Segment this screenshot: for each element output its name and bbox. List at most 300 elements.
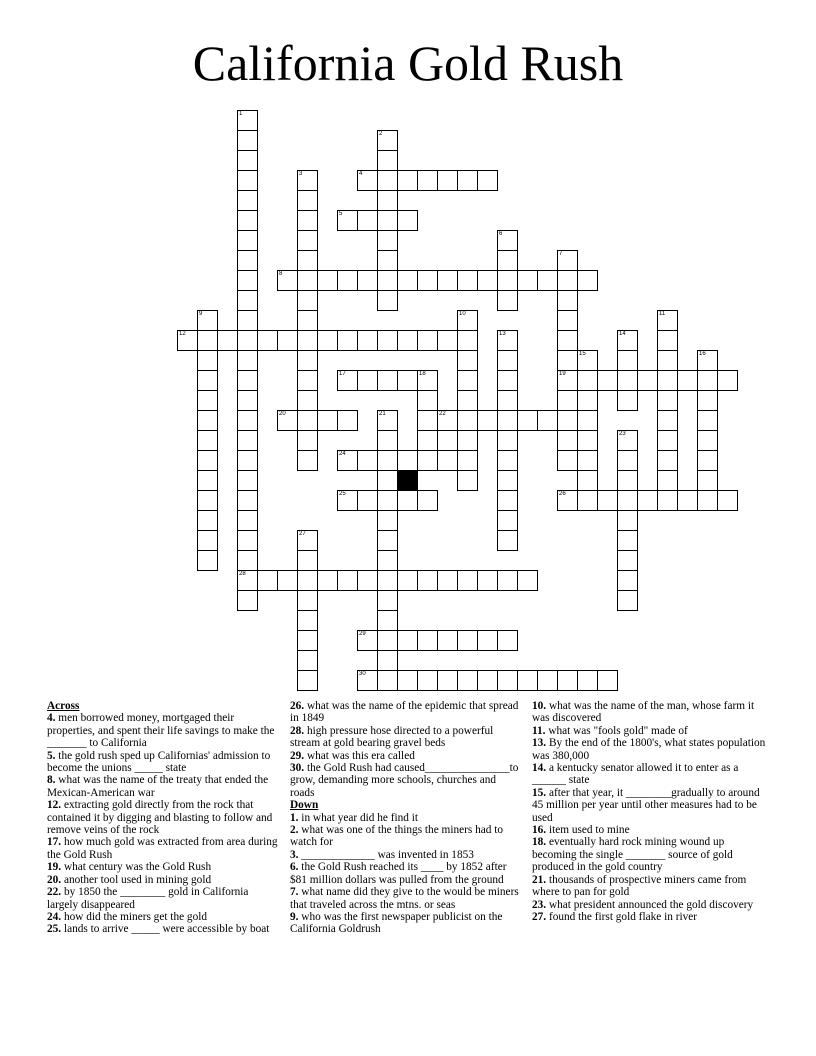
- clue: [290, 812, 522, 824]
- grid-cell[interactable]: [557, 290, 578, 311]
- grid-cell[interactable]: [617, 530, 638, 551]
- grid-cell[interactable]: [577, 490, 598, 511]
- clue-number: 3.: [290, 848, 299, 861]
- grid-cell[interactable]: [697, 470, 718, 491]
- grid-cell[interactable]: [457, 170, 478, 191]
- grid-cell[interactable]: [617, 550, 638, 571]
- grid-cell[interactable]: [377, 270, 398, 291]
- down-clues-part-2: [532, 700, 770, 923]
- grid-cell[interactable]: [237, 490, 258, 511]
- grid-cell[interactable]: [377, 490, 398, 511]
- grid-cell[interactable]: [457, 630, 478, 651]
- clue: [290, 725, 522, 750]
- grid-cell[interactable]: [197, 310, 218, 331]
- grid-cell[interactable]: [417, 570, 438, 591]
- grid-cell[interactable]: [237, 570, 258, 591]
- grid-cell[interactable]: [637, 490, 658, 511]
- clue: [290, 700, 522, 725]
- grid-cell[interactable]: [497, 350, 518, 371]
- grid-cell[interactable]: [657, 330, 678, 351]
- grid-cell[interactable]: [397, 630, 418, 651]
- grid-cell[interactable]: [557, 490, 578, 511]
- clue-number: 26.: [290, 700, 305, 712]
- clue-number: 28.: [290, 724, 305, 737]
- grid-cell[interactable]: [237, 330, 258, 351]
- grid-cell[interactable]: [497, 510, 518, 531]
- grid-cell[interactable]: [357, 450, 378, 471]
- grid-cell[interactable]: [277, 570, 298, 591]
- grid-cell[interactable]: [477, 670, 498, 691]
- grid-cell[interactable]: [377, 210, 398, 231]
- grid-cell[interactable]: [417, 370, 438, 391]
- clue-text: extracting gold directly from the rock that contained it by digging and blasting to follow and remove veins of the rock: [47, 799, 273, 837]
- grid-cell[interactable]: [417, 430, 438, 451]
- grid-cell[interactable]: [397, 270, 418, 291]
- grid-cell[interactable]: [377, 290, 398, 311]
- clue: [290, 750, 522, 762]
- grid-cell[interactable]: [377, 170, 398, 191]
- grid-cell[interactable]: [197, 330, 218, 351]
- grid-cell[interactable]: [297, 210, 318, 231]
- grid-cell[interactable]: [377, 410, 398, 431]
- clue: [532, 725, 770, 737]
- grid-cell[interactable]: [257, 330, 278, 351]
- grid-cell[interactable]: [397, 330, 418, 351]
- grid-cell[interactable]: [677, 370, 698, 391]
- grid-cell[interactable]: [497, 630, 518, 651]
- grid-cell[interactable]: [237, 310, 258, 331]
- grid-cell[interactable]: [237, 230, 258, 251]
- clue: [532, 737, 770, 762]
- clue-number: 15.: [532, 786, 547, 799]
- grid-cell[interactable]: [437, 170, 458, 191]
- grid-cell[interactable]: [397, 370, 418, 391]
- grid-cell[interactable]: [177, 330, 198, 351]
- grid-cell[interactable]: [497, 530, 518, 551]
- grid-cell[interactable]: [597, 370, 618, 391]
- grid-cell[interactable]: [697, 450, 718, 471]
- clue-number: 7.: [290, 886, 299, 899]
- grid-cell[interactable]: [437, 330, 458, 351]
- grid-cell[interactable]: [437, 630, 458, 651]
- grid-cell[interactable]: [297, 270, 318, 291]
- grid-cell[interactable]: [237, 210, 258, 231]
- grid-cell[interactable]: [497, 410, 518, 431]
- grid-cell[interactable]: [617, 490, 638, 511]
- grid-cell[interactable]: [217, 330, 238, 351]
- grid-cell[interactable]: [617, 390, 638, 411]
- grid-cell[interactable]: [477, 570, 498, 591]
- clue: [47, 861, 282, 873]
- grid-cell[interactable]: [237, 550, 258, 571]
- grid-cell[interactable]: [257, 570, 278, 591]
- grid-cell[interactable]: [237, 390, 258, 411]
- cell-number: 29: [359, 631, 366, 637]
- grid-cell[interactable]: [417, 490, 438, 511]
- grid-cell[interactable]: [337, 450, 358, 471]
- grid-cell[interactable]: [577, 450, 598, 471]
- grid-cell[interactable]: [377, 630, 398, 651]
- across-clues-part-2: [290, 700, 522, 799]
- grid-cell[interactable]: [697, 410, 718, 431]
- grid-cell[interactable]: [337, 210, 358, 231]
- grid-cell[interactable]: [337, 570, 358, 591]
- grid-cell[interactable]: [377, 650, 398, 671]
- grid-cell[interactable]: [657, 390, 678, 411]
- grid-cell[interactable]: [457, 270, 478, 291]
- grid-cell[interactable]: [377, 230, 398, 251]
- grid-cell[interactable]: [617, 570, 638, 591]
- grid-cell[interactable]: [457, 310, 478, 331]
- grid-cell[interactable]: [437, 410, 458, 431]
- grid-cell[interactable]: [457, 370, 478, 391]
- grid-cell[interactable]: [377, 370, 398, 391]
- grid-cell[interactable]: [417, 170, 438, 191]
- cell-number: 9: [199, 311, 203, 317]
- grid-cell[interactable]: [457, 670, 478, 691]
- grid-cell[interactable]: [477, 270, 498, 291]
- grid-cell[interactable]: [297, 170, 318, 191]
- grid-cell[interactable]: [377, 190, 398, 211]
- grid-cell[interactable]: [357, 670, 378, 691]
- clue-text: thousands of prospective miners came from where to pan for gold: [532, 873, 747, 899]
- grid-cell[interactable]: [417, 630, 438, 651]
- grid-cell[interactable]: [577, 270, 598, 291]
- grid-cell[interactable]: [657, 450, 678, 471]
- grid-cell[interactable]: [497, 370, 518, 391]
- grid-cell[interactable]: [237, 270, 258, 291]
- grid-cell[interactable]: [497, 450, 518, 471]
- grid-cell[interactable]: [537, 410, 558, 431]
- grid-cell[interactable]: [357, 210, 378, 231]
- clue: [290, 762, 522, 799]
- clue-text: what century was the Gold Rush: [61, 861, 212, 874]
- grid-cell[interactable]: [297, 550, 318, 571]
- grid-cell[interactable]: [397, 490, 418, 511]
- grid-cell[interactable]: [237, 590, 258, 611]
- grid-cell[interactable]: [197, 370, 218, 391]
- grid-cell[interactable]: [577, 410, 598, 431]
- grid-cell[interactable]: [457, 450, 478, 471]
- grid-cell[interactable]: [377, 150, 398, 171]
- grid-cell[interactable]: [397, 450, 418, 471]
- grid-cell[interactable]: [617, 470, 638, 491]
- grid-cell[interactable]: [357, 490, 378, 511]
- grid-cell[interactable]: [377, 450, 398, 471]
- grid-cell[interactable]: [557, 250, 578, 271]
- grid-cell[interactable]: [297, 310, 318, 331]
- grid-cell[interactable]: [457, 570, 478, 591]
- grid-cell[interactable]: [457, 350, 478, 371]
- grid-cell[interactable]: [417, 450, 438, 471]
- grid-cell[interactable]: [717, 370, 738, 391]
- grid-cell[interactable]: [557, 270, 578, 291]
- grid-cell[interactable]: [377, 470, 398, 491]
- grid-cell[interactable]: [317, 570, 338, 591]
- grid-cell[interactable]: [237, 250, 258, 271]
- clue-text: what was "fools gold" made of: [545, 724, 688, 737]
- grid-cell[interactable]: [237, 150, 258, 171]
- clue: [47, 886, 282, 911]
- down-clues-part-1: [290, 812, 522, 936]
- grid-cell[interactable]: [437, 570, 458, 591]
- grid-cell[interactable]: [657, 370, 678, 391]
- grid-cell[interactable]: [297, 410, 318, 431]
- grid-cell[interactable]: [557, 370, 578, 391]
- grid-cell[interactable]: [357, 270, 378, 291]
- grid-cell[interactable]: [317, 410, 338, 431]
- grid-cell[interactable]: [497, 290, 518, 311]
- grid-cell[interactable]: [497, 270, 518, 291]
- grid-cell[interactable]: [237, 430, 258, 451]
- cell-number: 6: [499, 231, 503, 237]
- grid-cell[interactable]: [377, 590, 398, 611]
- clue: [532, 911, 770, 923]
- grid-cell[interactable]: [697, 490, 718, 511]
- grid-cell[interactable]: [457, 330, 478, 351]
- grid-cell[interactable]: [497, 470, 518, 491]
- grid-cell[interactable]: [337, 410, 358, 431]
- grid-cell[interactable]: [417, 670, 438, 691]
- grid-cell[interactable]: [377, 610, 398, 631]
- grid-cell[interactable]: [357, 170, 378, 191]
- grid-cell[interactable]: [297, 570, 318, 591]
- grid-cell[interactable]: [517, 410, 538, 431]
- grid-cell[interactable]: [537, 270, 558, 291]
- grid-cell[interactable]: [237, 470, 258, 491]
- grid-cell[interactable]: [197, 470, 218, 491]
- clue: [290, 849, 522, 861]
- grid-cell[interactable]: [377, 550, 398, 571]
- grid-cell[interactable]: [397, 170, 418, 191]
- grid-cell[interactable]: [717, 490, 738, 511]
- grid-cell[interactable]: [577, 470, 598, 491]
- clue-column-2: [290, 700, 522, 936]
- clue: [47, 774, 282, 799]
- grid-cell[interactable]: [277, 270, 298, 291]
- grid-cell[interactable]: [577, 350, 598, 371]
- grid-cell[interactable]: [657, 470, 678, 491]
- grid-cell[interactable]: [337, 270, 358, 291]
- grid-cell[interactable]: [597, 490, 618, 511]
- grid-cell[interactable]: [297, 350, 318, 371]
- grid-cell[interactable]: [297, 670, 318, 691]
- grid-cell[interactable]: [237, 350, 258, 371]
- grid-cell[interactable]: [617, 370, 638, 391]
- grid-cell[interactable]: [337, 490, 358, 511]
- grid-cell[interactable]: [197, 490, 218, 511]
- grid-cell[interactable]: [337, 330, 358, 351]
- grid-cell[interactable]: [197, 510, 218, 531]
- grid-cell[interactable]: [517, 570, 538, 591]
- grid-cell[interactable]: [237, 110, 258, 131]
- grid-cell[interactable]: [517, 670, 538, 691]
- grid-cell[interactable]: [297, 370, 318, 391]
- grid-cell[interactable]: [697, 370, 718, 391]
- grid-cell[interactable]: [377, 570, 398, 591]
- grid-cell[interactable]: [297, 190, 318, 211]
- grid-cell[interactable]: [557, 350, 578, 371]
- cell-number: 13: [499, 331, 506, 337]
- grid-cell[interactable]: [297, 530, 318, 551]
- grid-cell[interactable]: [397, 670, 418, 691]
- grid-cell[interactable]: [237, 530, 258, 551]
- grid-cell[interactable]: [377, 250, 398, 271]
- grid-cell[interactable]: [557, 670, 578, 691]
- grid-cell[interactable]: [357, 630, 378, 651]
- grid-cell[interactable]: [197, 550, 218, 571]
- grid-cell[interactable]: [237, 290, 258, 311]
- grid-cell[interactable]: [497, 330, 518, 351]
- grid-cell[interactable]: [237, 130, 258, 151]
- grid-cell[interactable]: [297, 450, 318, 471]
- grid-cell[interactable]: [557, 330, 578, 351]
- grid-cell[interactable]: [197, 450, 218, 471]
- grid-cell[interactable]: [297, 330, 318, 351]
- grid-cell[interactable]: [457, 390, 478, 411]
- grid-cell[interactable]: [197, 430, 218, 451]
- clue: [47, 712, 282, 749]
- grid-cell[interactable]: [497, 670, 518, 691]
- grid-cell[interactable]: [377, 670, 398, 691]
- grid-cell[interactable]: [357, 370, 378, 391]
- grid-cell[interactable]: [657, 430, 678, 451]
- grid-cell[interactable]: [297, 230, 318, 251]
- clue-number: 24.: [47, 910, 62, 923]
- grid-cell[interactable]: [657, 490, 678, 511]
- clue: [532, 899, 770, 911]
- grid-cell[interactable]: [237, 170, 258, 191]
- grid-cell[interactable]: [237, 190, 258, 211]
- grid-cell[interactable]: [557, 430, 578, 451]
- grid-cell[interactable]: [677, 490, 698, 511]
- grid-cell[interactable]: [617, 350, 638, 371]
- grid-cell[interactable]: [377, 510, 398, 531]
- cell-number: 11: [659, 311, 666, 317]
- cell-number: 5: [339, 211, 343, 217]
- grid-cell[interactable]: [317, 330, 338, 351]
- grid-cell[interactable]: [417, 390, 438, 411]
- grid-cell[interactable]: [417, 270, 438, 291]
- grid-cell[interactable]: [497, 250, 518, 271]
- grid-cell[interactable]: [557, 450, 578, 471]
- clue-text: high pressure hose directed to a powerful stream at gold bearing gravel beds: [290, 724, 494, 750]
- grid-cell[interactable]: [377, 430, 398, 451]
- grid-cell[interactable]: [597, 670, 618, 691]
- grid-cell[interactable]: [237, 450, 258, 471]
- grid-cell[interactable]: [697, 390, 718, 411]
- grid-cell[interactable]: [237, 410, 258, 431]
- grid-cell[interactable]: [197, 390, 218, 411]
- grid-cell[interactable]: [317, 270, 338, 291]
- grid-cell[interactable]: [577, 670, 598, 691]
- grid-cell[interactable]: [617, 330, 638, 351]
- grid-cell[interactable]: [297, 250, 318, 271]
- grid-cell[interactable]: [497, 430, 518, 451]
- grid-cell[interactable]: [397, 210, 418, 231]
- clue-column-1: [47, 700, 282, 936]
- grid-cell[interactable]: [237, 370, 258, 391]
- grid-cell[interactable]: [577, 370, 598, 391]
- grid-cell[interactable]: [697, 430, 718, 451]
- grid-cell[interactable]: [237, 510, 258, 531]
- clue-text: what was the name of the epidemic that spread in 1849: [290, 700, 519, 725]
- grid-cell[interactable]: [657, 350, 678, 371]
- grid-cell[interactable]: [297, 430, 318, 451]
- grid-cell[interactable]: [557, 390, 578, 411]
- grid-cell[interactable]: [297, 650, 318, 671]
- grid-cell[interactable]: [437, 450, 458, 471]
- clue-number: 5.: [47, 749, 56, 762]
- grid-cell[interactable]: [497, 390, 518, 411]
- grid-cell[interactable]: [197, 350, 218, 371]
- grid-cell[interactable]: [477, 170, 498, 191]
- grid-cell[interactable]: [497, 230, 518, 251]
- cell-number: 18: [419, 371, 426, 377]
- grid-cell[interactable]: [197, 410, 218, 431]
- grid-cell[interactable]: [497, 570, 518, 591]
- cell-number: 15: [579, 351, 586, 357]
- grid-cell[interactable]: [557, 310, 578, 331]
- grid-cell[interactable]: [417, 410, 438, 431]
- clue-number: 30.: [290, 762, 305, 775]
- grid-cell[interactable]: [377, 530, 398, 551]
- grid-cell[interactable]: [297, 590, 318, 611]
- grid-cell[interactable]: [557, 410, 578, 431]
- clue-number: 10.: [532, 700, 547, 712]
- grid-cell[interactable]: [577, 390, 598, 411]
- grid-cell[interactable]: [617, 430, 638, 451]
- grid-cell[interactable]: [297, 630, 318, 651]
- grid-cell[interactable]: [537, 670, 558, 691]
- grid-cell[interactable]: [297, 610, 318, 631]
- grid-cell[interactable]: [477, 630, 498, 651]
- grid-cell[interactable]: [497, 490, 518, 511]
- grid-cell[interactable]: [357, 330, 378, 351]
- grid-cell[interactable]: [297, 290, 318, 311]
- grid-cell[interactable]: [437, 670, 458, 691]
- grid-cell[interactable]: [437, 270, 458, 291]
- grid-cell[interactable]: [457, 470, 478, 491]
- grid-cell[interactable]: [657, 310, 678, 331]
- grid-cell[interactable]: [297, 390, 318, 411]
- clue: [47, 911, 282, 923]
- grid-cell[interactable]: [197, 530, 218, 551]
- grid-cell[interactable]: [517, 270, 538, 291]
- cell-number: 20: [279, 411, 286, 417]
- grid-cell[interactable]: [477, 410, 498, 431]
- grid-cell[interactable]: [377, 130, 398, 151]
- grid-cell[interactable]: [617, 450, 638, 471]
- grid-cell[interactable]: [637, 370, 658, 391]
- grid-cell[interactable]: [397, 570, 418, 591]
- grid-cell[interactable]: [277, 330, 298, 351]
- grid-cell[interactable]: [457, 430, 478, 451]
- grid-cell[interactable]: [697, 350, 718, 371]
- grid-cell[interactable]: [577, 430, 598, 451]
- grid-cell[interactable]: [277, 410, 298, 431]
- grid-cell[interactable]: [617, 590, 638, 611]
- grid-cell[interactable]: [417, 330, 438, 351]
- grid-cell[interactable]: [617, 510, 638, 531]
- grid-cell[interactable]: [457, 410, 478, 431]
- clue-text: what was the name of the man, whose farm it was discovered: [532, 700, 755, 725]
- grid-cell[interactable]: [657, 410, 678, 431]
- grid-cell[interactable]: [377, 330, 398, 351]
- grid-cell[interactable]: [357, 570, 378, 591]
- grid-cell[interactable]: [337, 370, 358, 391]
- clue: [532, 836, 770, 873]
